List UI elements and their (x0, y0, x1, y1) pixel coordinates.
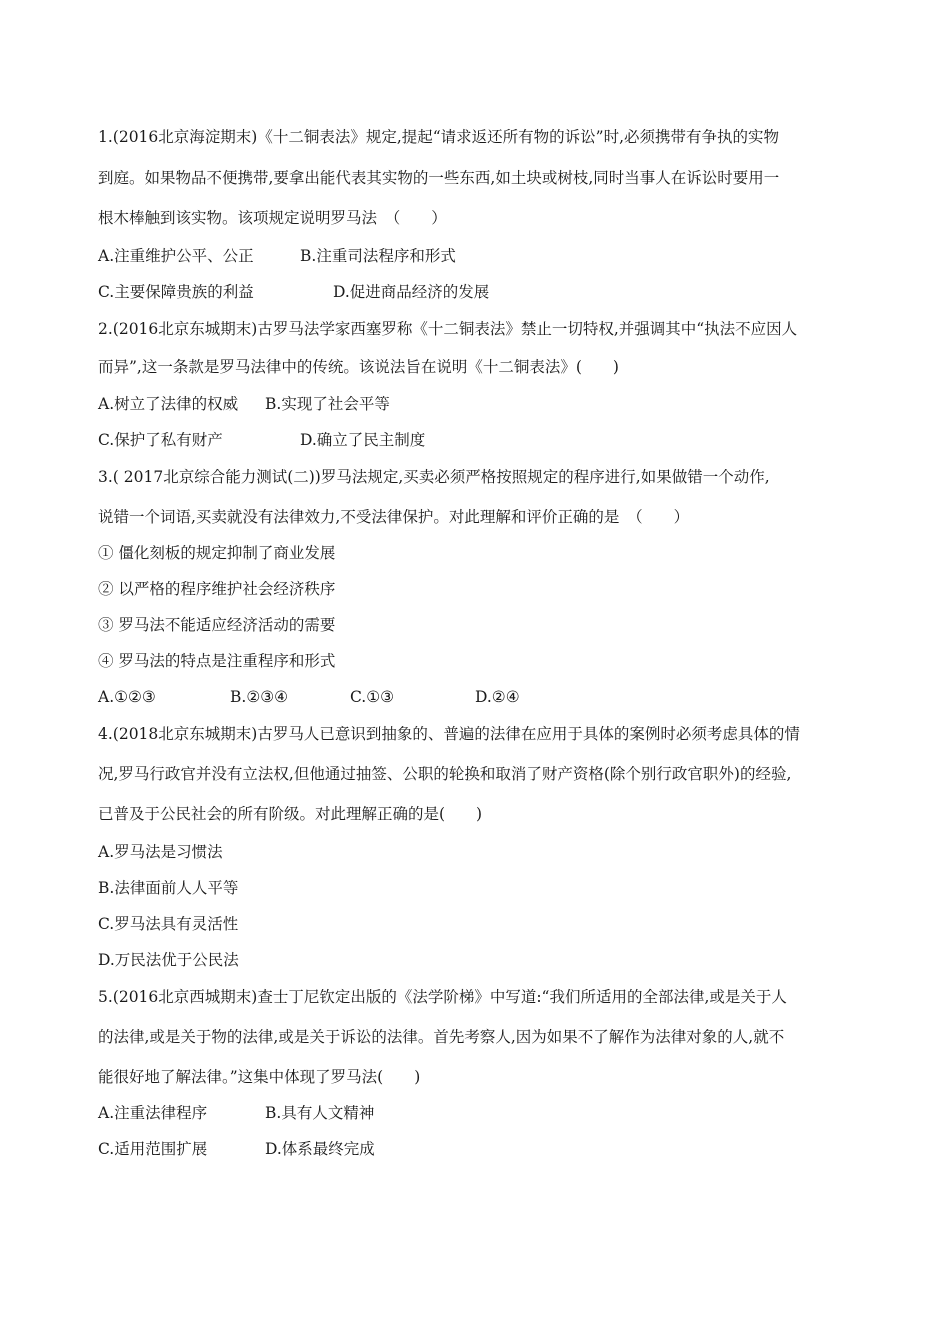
question-3-statement-3: ③ 罗马法不能适应经济活动的需要 (98, 616, 336, 634)
question-5-option-c: C.适用范围扩展 (98, 1140, 208, 1158)
question-4-option-b: B.法律面前人人平等 (98, 879, 239, 897)
question-4-option-a: A.罗马法是习惯法 (98, 843, 223, 861)
question-2-option-d: D.确立了民主制度 (300, 431, 426, 449)
question-5-line-1: 5.(2016北京西城期末)查士丁尼钦定出版的《法学阶梯》中写道:“我们所适用的全部法律,或是关于人 (98, 988, 787, 1006)
question-1-option-a: A.注重维护公平、公正 (98, 247, 254, 265)
question-4-option-c: C.罗马法具有灵活性 (98, 915, 239, 933)
question-5-option-d: D.体系最终完成 (265, 1140, 375, 1158)
question-5-line-2: 的法律,或是关于物的法律,或是关于诉讼的法律。首先考察人,因为如果不了解作为法律对象的人,就不 (98, 1028, 785, 1046)
question-1-line-3: 根木棒触到该实物。该项规定说明罗马法 （ ） (98, 209, 447, 227)
question-1-option-d: D.促进商品经济的发展 (333, 283, 490, 301)
question-2-option-b: B.实现了社会平等 (265, 395, 390, 413)
question-1-line-1: 1.(2016北京海淀期末)《十二铜表法》规定,提起“请求返还所有物的诉讼”时,必须携带有争执的实物 (98, 128, 780, 146)
question-2-line-1: 2.(2016北京东城期末)古罗马法学家西塞罗称《十二铜表法》禁止一切特权,并强调其中“执法不应因人 (98, 320, 798, 338)
question-1-line-2: 到庭。如果物品不便携带,要拿出能代表其实物的一些东西,如土块或树枝,同时当事人在诉讼时要用一 (98, 169, 780, 187)
question-5-line-3: 能很好地了解法律。”这集中体现了罗马法( ) (98, 1068, 421, 1086)
question-3-option-d: D.②④ (475, 688, 520, 706)
question-3-line-2: 说错一个词语,买卖就没有法律效力,不受法律保护。对此理解和评价正确的是 （ ） (98, 508, 690, 526)
question-4-line-1: 4.(2018北京东城期末)古罗马人已意识到抽象的、普遍的法律在应用于具体的案例时必须考虑具体的情 (98, 725, 800, 743)
question-4-option-d: D.万民法优于公民法 (98, 951, 239, 969)
question-3-option-c: C.①③ (350, 688, 395, 706)
question-3-statement-1: ① 僵化刻板的规定抑制了商业发展 (98, 544, 336, 562)
question-2-option-c: C.保护了私有财产 (98, 431, 223, 449)
question-3-statement-4: ④ 罗马法的特点是注重程序和形式 (98, 652, 336, 670)
question-1-option-b: B.注重司法程序和形式 (300, 247, 456, 265)
question-3-line-1: 3.( 2017北京综合能力测试(二))罗马法规定,买卖必须严格按照规定的程序进行,如果做错一个动作, (98, 468, 770, 486)
question-5-option-a: A.注重法律程序 (98, 1104, 208, 1122)
question-1-option-c: C.主要保障贵族的利益 (98, 283, 254, 301)
question-4-line-3: 已普及于公民社会的所有阶级。对此理解正确的是( ) (98, 805, 483, 823)
question-4-line-2: 况,罗马行政官并没有立法权,但他通过抽签、公职的轮换和取消了财产资格(除个别行政官职外)的经验, (98, 765, 792, 783)
question-2-option-a: A.树立了法律的权威 (98, 395, 239, 413)
question-5-option-b: B.具有人文精神 (265, 1104, 375, 1122)
question-2-line-2: 而异”,这一条款是罗马法律中的传统。该说法旨在说明《十二铜表法》( ) (98, 358, 619, 376)
question-3-option-a: A.①②③ (98, 688, 156, 706)
question-3-option-b: B.②③④ (230, 688, 289, 706)
question-3-statement-2: ② 以严格的程序维护社会经济秩序 (98, 580, 336, 598)
